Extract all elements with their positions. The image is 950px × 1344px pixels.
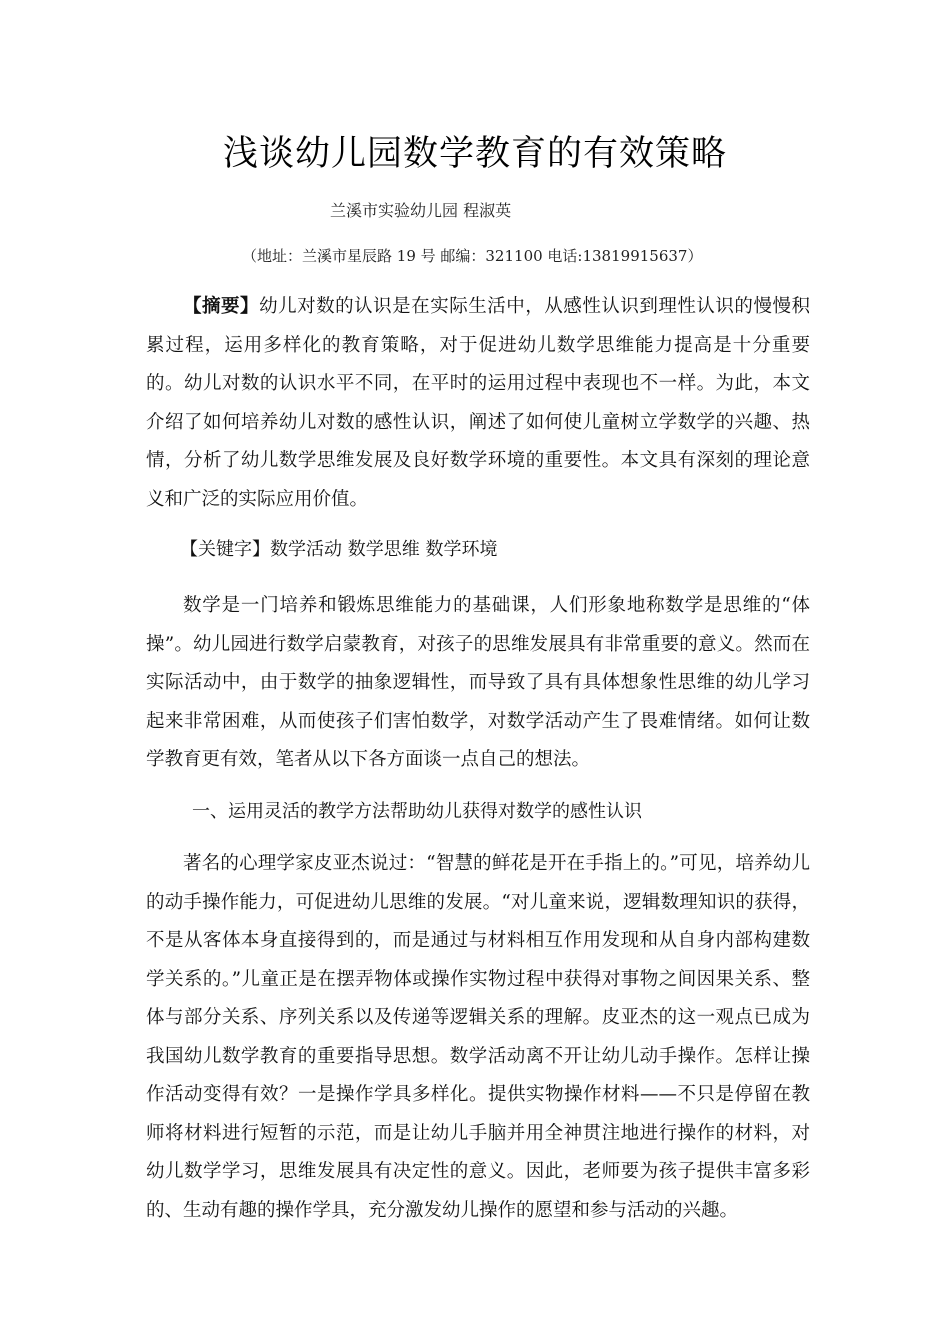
section-1-paragraph: 著名的心理学家皮亚杰说过：“智慧的鲜花是开在手指上的。”可见，培养幼儿的动手操作能力，可促进幼儿思维的发展。“对儿童来说，逻辑数理知识的获得，不是从客体本身直接得到的，而是通过与材料相互作用发现和从自身内部构建数学关系的。”儿童正是在摆弄物体或操作实物过程中获得对事物之间因果关系、整体与部分关系、序列关系以及传递等逻辑关系的理解。皮亚杰的这一观点已成为我国幼儿数学教育的重要指导思想。数学活动离不开让幼儿动手操作。怎样让操作活动变得有效？一是操作学具多样化。提供实物操作材料——不只是停留在教师将材料进行短暂的示范，而是让幼儿手脑并用全神贯注地进行操作的材料，对幼儿数学学习，思维发展具有决定性的意义。因此，老师要为孩子提供丰富多彩的、生动有趣的操作学具，充分激发幼儿操作的愿望和参与活动的兴趣。	[146, 853, 810, 1221]
keywords-label: 【关键字】	[180, 539, 270, 560]
keywords-text: 数学活动 数学思维 数学环境	[270, 539, 498, 560]
address-line: （地址：兰溪市星辰路 19 号 邮编：321100 电话:13819915637）	[242, 247, 703, 265]
abstract-label: 【摘要】	[183, 296, 260, 317]
author-line: 兰溪市实验幼儿园 程淑英	[330, 201, 512, 220]
document-title: 浅谈幼儿园数学教育的有效策略	[222, 134, 727, 174]
abstract-text: 幼儿对数的认识是在实际生活中，从感性认识到理性认识的慢慢积累过程，运用多样化的教育策略，对于促进幼儿数学思维能力提高是十分重要的。幼儿对数的认识水平不同，在平时的运用过程中表现也不一样。为此，本文介绍了如何培养幼儿对数的感性认识，阐述了如何使儿童树立学数学的兴趣、热情，分析了幼儿数学思维发展及良好数学环境的重要性。本文具有深刻的理论意义和广泛的实际应用价值。	[146, 296, 810, 510]
keywords-line	[180, 535, 497, 561]
intro-paragraph: 数学是一门培养和锻炼思维能力的基础课，人们形象地称数学是思维的“体操”。幼儿园进行数学启蒙教育，对孩子的思维发展具有非常重要的意义。然而在实际活动中，由于数学的抽象逻辑性，而导致了具有具体想象性思维的幼儿学习起来非常困难，从而使孩子们害怕数学，对数学活动产生了畏难情绪。如何让数学教育更有效，笔者从以下各方面谈一点自己的想法。	[146, 595, 810, 770]
section-heading-1: 一、运用灵活的教学方法帮助幼儿获得对数学的感性认识	[192, 801, 642, 822]
abstract-paragraph	[146, 288, 810, 519]
